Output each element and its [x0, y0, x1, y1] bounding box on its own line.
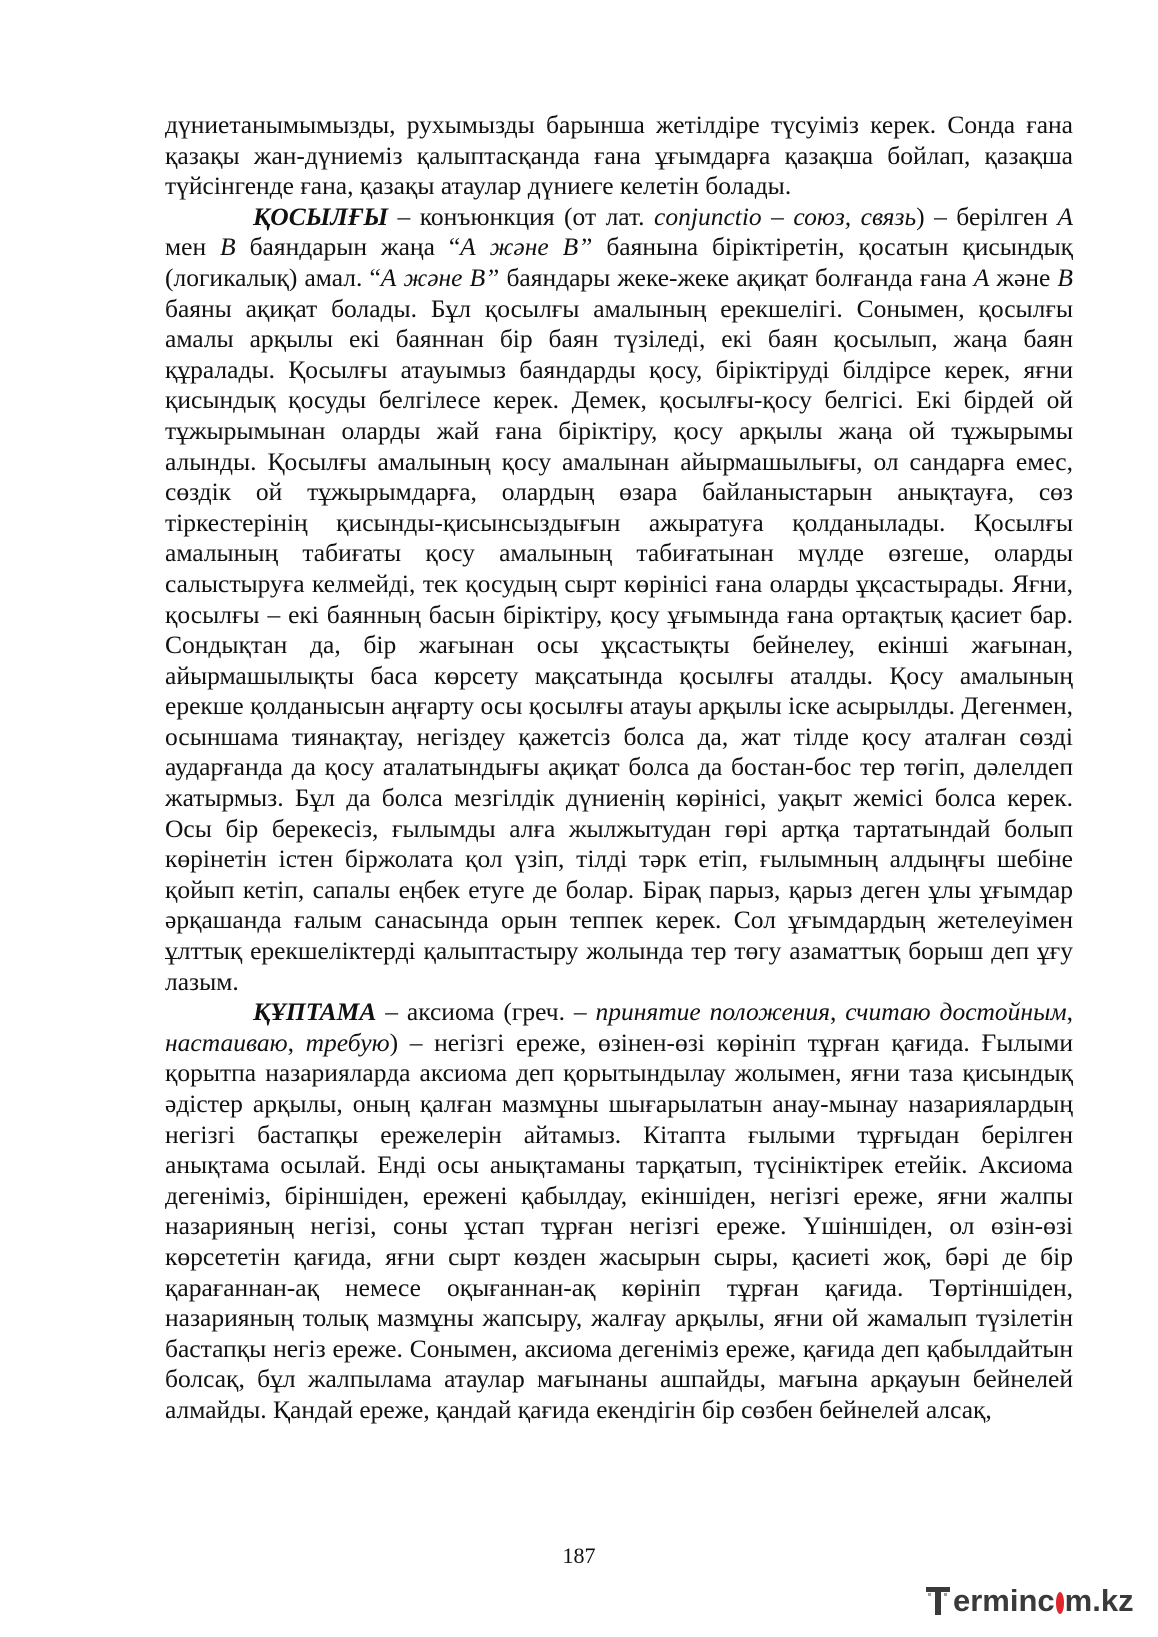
- page-body: [165, 110, 1073, 1426]
- red-ring-icon: [1056, 1592, 1064, 1614]
- italic-run: В: [1057, 262, 1073, 292]
- italic-run: настаиваю: [165, 1027, 288, 1057]
- italic-run: В: [220, 232, 236, 262]
- italic-run: conjunctio – союз, связь: [654, 201, 917, 231]
- paragraph-kuptama: [165, 997, 1073, 1425]
- paragraph-intro: дүниетанымымызды, рухымызды барынша жетілдіре түсуіміз керек. Сонда ғана қазақы жан-дүниеміз қалыптасқанда ғана ұғымдарға қазақша бойлап, қазақша түйсінгенде ғана, қазақы атаулар дүниеге келетін болады.: [165, 110, 1073, 201]
- paragraph-kosylgy: [165, 202, 1073, 997]
- italic-run: А және В”: [380, 262, 500, 292]
- text-run: ) – негізгі ереже, өзінен-өзі көрініп тұрған қағида. Ғылыми қорытпа назарияларда аксиома деп қорытындылау жолымен, яғни таза қисындық әдістер арқылы, оның қалған мазмұны шығарылатын анау-мынау назариялардың негізгі бастапқы ережелерін айтамыз. Кітапта ғылыми тұрғыдан берілген анықтама осылай. Енді осы анықтаманы тарқатып, түсініктірек етейік. Аксиома дегеніміз, біріншіден, ережені қабылдау, екіншіден, негізгі ереже, яғни жалпы назарияның негізі, соны ұстап тұрған негізгі ереже. Үшіншіден, ол өзін-өзі көрсететін қағида, яғни сырт көзден жасырын сыры, қасиеті жоқ, бәрі де бір қарағаннан-ақ немесе оқығаннан-ақ көрініп тұрған қағида. Төртіншіден, назарияның толық мазмұны жапсыру, жалғау арқылы, яғни ой жамалып түзілетін бастапқы негіз ереже. Сонымен, аксиома дегеніміз ереже, қағида деп қабылдайтын болсақ, бұл жалпылама атаулар мағынаны ашпайды, мағына арқауын бейнелей алмайды. Қандай ереже, қандай қағида екендігін бір сөзбен бейнелей алсақ,: [165, 1027, 1073, 1424]
- text-run: баяндары жеке-жеке ақиқат болғанда ғана: [499, 262, 974, 292]
- text-run: баяны ақиқат болады. Бұл қосылғы амалының ерекшелігі. Сонымен, қосылғы амалы арқылы екі баяннан бір баян түзіледі, екі баян қосылып, жаңа баян құралады. Қосылғы атауымыз баяндарды қосу, біріктіруді білдірсе керек, яғни қисындық қосуды белгілесе керек. Демек, қосылғы-қосу белгісі. Екі бірдей ой тұжырымынан оларды жай ғана біріктіру, қосу арқылы жаңа ой тұжырымы алынды. Қосылғы амалының қосу амалынан айырмашылығы, ол сандарға емес, сөздік ой тұжырымдарға, олардың өзара байланыстарын анықтауға, сөз тіркестерінің қисынды-қисынсыздығын ажыратуға қолданылады. Қосылғы амалының табиғаты қосу амалының табиғатынан мүлде өзгеше, оларды салыстыруға келмейді, тек қосудың сырт көрінісі ғана оларды ұқсастырады. Яғни, қосылғы – екі баянның басын біріктіру, қосу ұғымында ғана ортақтық қасиет бар. Сондықтан да, бір жағынан осы ұқсастықты бейнелеу, екінші жағынан, айырмашылықты баса көрсету мақсатында қосылғы аталды. Қосу амалының ерекше қолданысын аңғарту осы қосылғы атауы арқылы іске асырылды. Дегенмен, осыншама тиянақтау, негіздеу қажетсіз болса да, жат тілде қосу аталған сөзді аударғанда да қосу аталатындығы ақиқат болса да бостан-бос тер төгіп, дәлелдеп жатырмыз. Бұл да болса мезгілдік дүниенің көрінісі, уақыт жемісі болса керек. Осы бір берекесіз, ғылымды алға жылжытудан гөрі артқа тартатындай болып көрінетін істен біржолата қол үзіп, тілді тәрк етіп, ғылымның алдыңғы шебіне қойып кетіп, сапалы еңбек етуге де болар. Бірақ парыз, қарыз деген ұлы ұғымдар әрқашанда ғалым санасында орын теппек керек. Сол ұғымдардың жетелеуімен ұлттық ерекшеліктерді қалыптастыру жолында тер төгу азаматтық борыш деп ұғу лазым.: [165, 293, 1073, 996]
- italic-run: считаю достойным: [845, 997, 1067, 1027]
- text-run: ,: [830, 997, 846, 1027]
- terminkom-logo: [926, 1579, 1134, 1623]
- text-run: ,: [287, 1027, 306, 1057]
- italic-run: А: [973, 262, 990, 292]
- text-run: мен: [165, 232, 221, 262]
- text-run: және: [989, 262, 1058, 292]
- text-run: ) – берілген: [916, 201, 1058, 231]
- italic-run: принятие положения: [595, 997, 831, 1027]
- logo-text-part: c: [1037, 1583, 1055, 1618]
- text-run: – аксиома (греч. –: [376, 997, 596, 1027]
- text-run: баяндарын жаңа “: [235, 232, 461, 262]
- logo-text-part: m.kz: [1064, 1583, 1134, 1618]
- italic-run: А: [1057, 201, 1073, 231]
- text-run: – конъюнкция (от лат.: [388, 201, 655, 231]
- text-run: баянына біріктіретін, қосатын қисындық (логикалық) амал. “: [165, 232, 1073, 292]
- logo-text-part: ermin: [953, 1583, 1038, 1618]
- text-run: ,: [1066, 997, 1073, 1027]
- italic-run: А және В”: [460, 232, 593, 262]
- italic-run: требую: [305, 1027, 390, 1057]
- t-letter-icon: [926, 1583, 952, 1619]
- page-number: 187: [562, 1543, 596, 1568]
- term-heading: ҚОСЫЛҒЫ: [253, 201, 389, 231]
- term-heading: ҚҰПТАМА: [253, 997, 377, 1027]
